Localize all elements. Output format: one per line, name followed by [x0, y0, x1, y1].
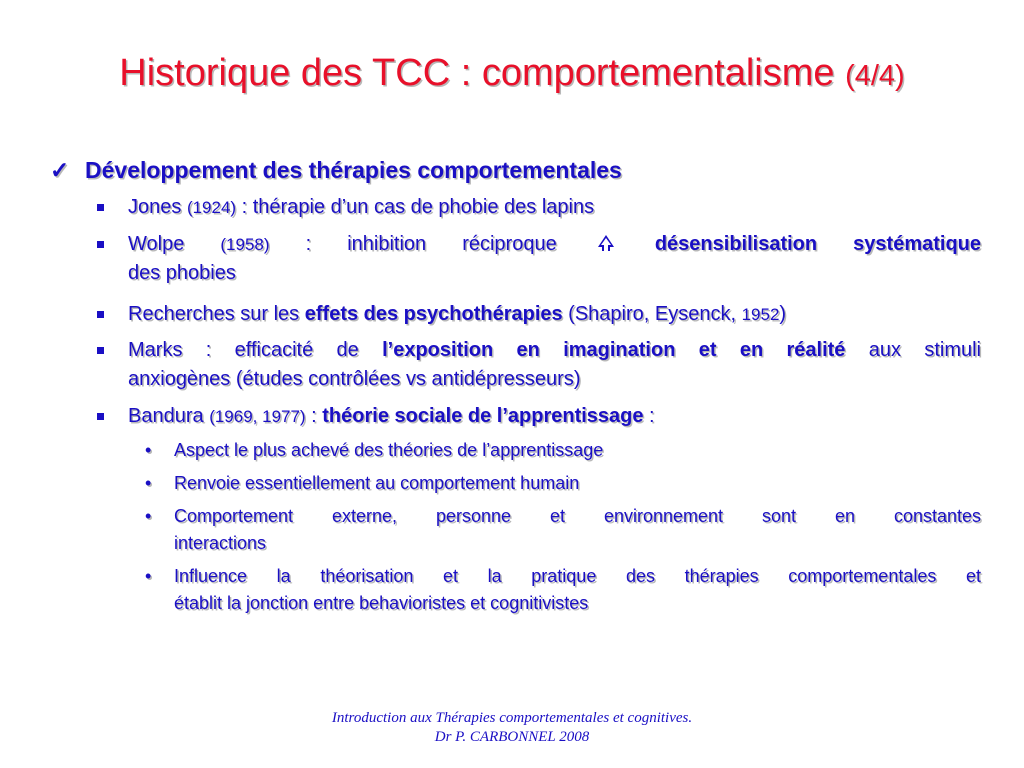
sub-item-text: [174, 503, 981, 557]
list-item-text: [128, 300, 981, 329]
emphasis-text: désensibilisation systématique: [654, 233, 981, 255]
description: : inhibition réciproque: [305, 233, 557, 255]
year: (1924): [186, 198, 237, 217]
list-item-text: [128, 193, 981, 222]
description: Marks : efficacité de: [128, 339, 383, 361]
closing-paren: ): [779, 303, 787, 325]
square-bullet-icon: [97, 204, 104, 211]
square-bullet-icon: [97, 241, 104, 248]
round-bullet-icon: •: [145, 473, 152, 493]
emphasis-text: l’exposition en imagination et en réalité: [382, 339, 846, 361]
list-item-text: [128, 402, 981, 431]
year: 1952: [741, 305, 780, 324]
text-line: des phobies: [128, 262, 236, 284]
author-name: Wolpe: [128, 233, 185, 255]
author-name: Bandura: [128, 405, 204, 427]
sub-item-text: [174, 470, 981, 497]
list-item-text: [128, 230, 981, 288]
text-line: anxiogènes (études contrôlées vs antidépresseurs): [128, 368, 581, 390]
trailing-colon: :: [643, 405, 655, 427]
square-bullet-icon: [97, 413, 104, 420]
round-bullet-icon: •: [145, 440, 152, 460]
sub-item-text: [174, 563, 981, 617]
authors: (Shapiro, Eysenck,: [562, 303, 742, 325]
text-line: [128, 336, 981, 365]
up-arrow-icon: [597, 234, 615, 252]
text-line: [128, 230, 981, 259]
round-bullet-icon: •: [145, 506, 152, 526]
slide-footer: [0, 709, 1024, 747]
description: aux stimuli: [845, 339, 981, 361]
list-item-text: [128, 336, 981, 394]
round-bullet-icon: •: [145, 566, 152, 586]
description: Recherches sur les: [128, 303, 305, 325]
square-bullet-icon: [97, 311, 104, 318]
emphasis-text: effets des psychothérapies: [304, 303, 563, 325]
text-line: Comportement externe, personne et environnement sont en constantes: [174, 506, 981, 526]
slide-title: [0, 50, 1024, 99]
text-line: Renvoie essentiellement au comportement humain: [174, 473, 580, 493]
checkmark-icon: ✓: [50, 157, 70, 183]
text-line: Influence la théorisation et la pratique des thérapies comportementales et: [174, 566, 981, 586]
emphasis-text: théorie sociale de l’apprentissage: [322, 405, 644, 427]
author-name: Jones: [128, 196, 182, 218]
text-line: établit la jonction entre behavioristes et cognitivistes: [174, 593, 589, 613]
footer-course-title: Introduction aux Thérapies comportementales et cognitives.: [331, 710, 693, 726]
description: : thérapie d’un cas de phobie des lapins: [236, 196, 595, 218]
text-line: Aspect le plus achevé des théories de l’apprentissage: [174, 440, 604, 460]
text-line: interactions: [174, 533, 267, 553]
year: (1969, 1977): [209, 407, 306, 426]
year: (1958): [220, 235, 270, 254]
title-page-count: (4/4): [845, 60, 905, 92]
sub-item-text: [174, 437, 981, 464]
section-heading-text: Développement des thérapies comportementales: [85, 157, 622, 183]
square-bullet-icon: [97, 347, 104, 354]
footer-author: Dr P. CARBONNEL 2008: [434, 729, 590, 745]
separator: :: [305, 405, 323, 427]
title-main: Historique des TCC : comportementalisme: [119, 52, 846, 94]
